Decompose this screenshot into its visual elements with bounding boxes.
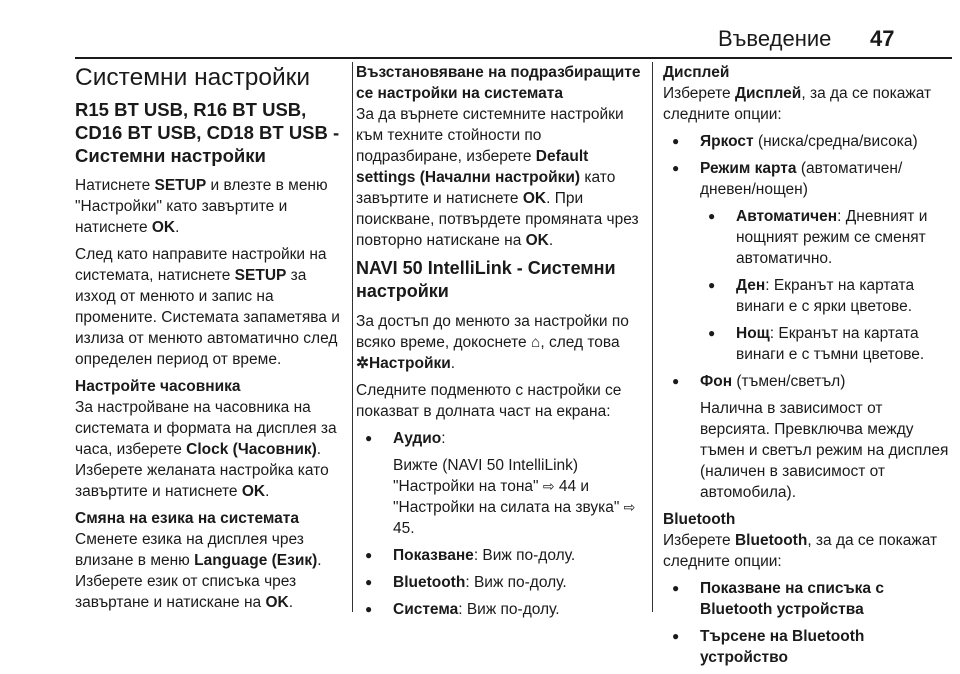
option-background: ● Фон (тъмен/светъл) Налична в зависимост от версията. Превключва между тъмен и светъл режим на дисплея (наличен в зависимост от автомобила). xyxy=(672,371,953,503)
display-options-list xyxy=(663,131,953,503)
audio-subtext: Вижте (NAVI 50 IntelliLink) "Настройки на тона" ⇨ 44 и "Настройки на силата на звука" ⇨ 45. xyxy=(393,457,636,537)
map-mode-day: ● Ден: Екранът на картата винаги е с ярки цветове. xyxy=(708,275,953,317)
page-ref-icon: ⇨ xyxy=(623,499,636,515)
page-header-title: Въведение xyxy=(718,26,832,51)
language-text: Сменете езика на дисплея чрез влизане в меню Language (Език). Изберете език от списъка чрез завъртане и натискане на OK. xyxy=(75,531,322,611)
column-divider-1 xyxy=(352,62,353,612)
column-2 xyxy=(356,62,646,626)
bluetooth-text: Изберете Bluetooth, за да се покажат следните опции: xyxy=(663,532,938,570)
map-mode-auto: ● Автоматичен: Дневният и нощният режим се сменят автоматично. xyxy=(708,206,953,269)
background-subtext: Налична в зависимост от версията. Превключва между тъмен и светъл режим на дисплея (наличен в зависимост от автомобила). xyxy=(700,400,949,501)
list-item-audio: ● Аудио: Вижте (NAVI 50 IntelliLink) "Настройки на тона" ⇨ 44 и "Настройки на силата на звука" ⇨ 45. xyxy=(365,428,646,539)
navi-heading: NAVI 50 IntelliLink - Системни настройки xyxy=(356,258,616,301)
language-title: Смяна на езика на системата xyxy=(75,510,299,527)
paragraph-save: След като направите настройки на системата, натиснете SETUP за изход от менюто и запис на промените. Системата запаметява и излиза от менюто автоматично след определен период от време. xyxy=(75,246,340,368)
clock-text: За настройване на часовника на системата и формата на дисплея за часа, изберете Clock (Часовник). Изберете желаната настройка като завъртите и натиснете OK. xyxy=(75,399,337,500)
restore-text: За да върнете системните настройки към техните стойности по подразбиране, изберете Default settings (Начални настройки) като завъртите и натиснете OK. При поискване, потвърдете промяната чрез повторно натискане на OK. xyxy=(356,106,639,249)
navi-submenu-text: Следните подменюто с настройки се показват в долната част на екрана: xyxy=(356,382,622,420)
column-1 xyxy=(75,62,345,619)
navi-access-text: За достъп до менюто за настройки по всяко време, докоснете ⌂, след това ✲Настройки. xyxy=(356,313,629,372)
bluetooth-options-list xyxy=(663,578,953,668)
section-subheading: R15 BT USB, R16 BT USB, CD16 BT USB, CD18 BT USB - Системни настройки xyxy=(75,99,340,166)
bluetooth-option-list-devices: ● Показване на списъка с Bluetooth устройства xyxy=(672,578,953,620)
navi-submenu-list xyxy=(356,428,646,620)
header-rule xyxy=(75,57,952,59)
clock-title: Настройте часовника xyxy=(75,378,241,395)
restore-title: Възстановяване на подразбиращите се настройки на системата xyxy=(356,64,641,102)
bluetooth-title: Bluetooth xyxy=(663,511,736,528)
option-map-mode: ● Режим карта (автоматичен/ дневен/нощен) ● Автоматичен: Дневният и нощният режим се сменят автоматично. ● Ден: Екранът на картата винаги е с ярки цветове. ● Нощ: Екранът на картата винаги е с тъмни цветове. xyxy=(672,158,953,365)
map-mode-night: ● Нощ: Екранът на картата винаги е с тъмни цветове. xyxy=(708,323,953,365)
list-item-display: ● Показване: Виж по-долу. xyxy=(365,545,646,566)
page-ref-icon: ⇨ xyxy=(542,478,555,494)
bluetooth-option-search: ● Търсене на Bluetooth устройство xyxy=(672,626,953,668)
paragraph-setup: Натиснете SETUP и влезте в меню "Настройки" като завъртите и натиснете OK. xyxy=(75,177,328,236)
list-item-system: ● Система: Виж по-долу. xyxy=(365,599,646,620)
section-heading: Системни настройки xyxy=(75,64,311,91)
column-3 xyxy=(663,62,953,674)
list-item-bluetooth: ● Bluetooth: Виж по-долу. xyxy=(365,572,646,593)
settings-label: ✲Настройки xyxy=(356,355,451,372)
map-mode-sublist xyxy=(700,206,953,365)
home-icon: ⌂ xyxy=(530,334,541,351)
option-brightness: ● Яркост (ниска/средна/висока) xyxy=(672,131,953,152)
display-title: Дисплей xyxy=(663,64,730,81)
page-number: 47 xyxy=(870,26,895,51)
column-divider-2 xyxy=(652,62,653,612)
display-text: Изберете Дисплей, за да се покажат следните опции: xyxy=(663,85,932,123)
